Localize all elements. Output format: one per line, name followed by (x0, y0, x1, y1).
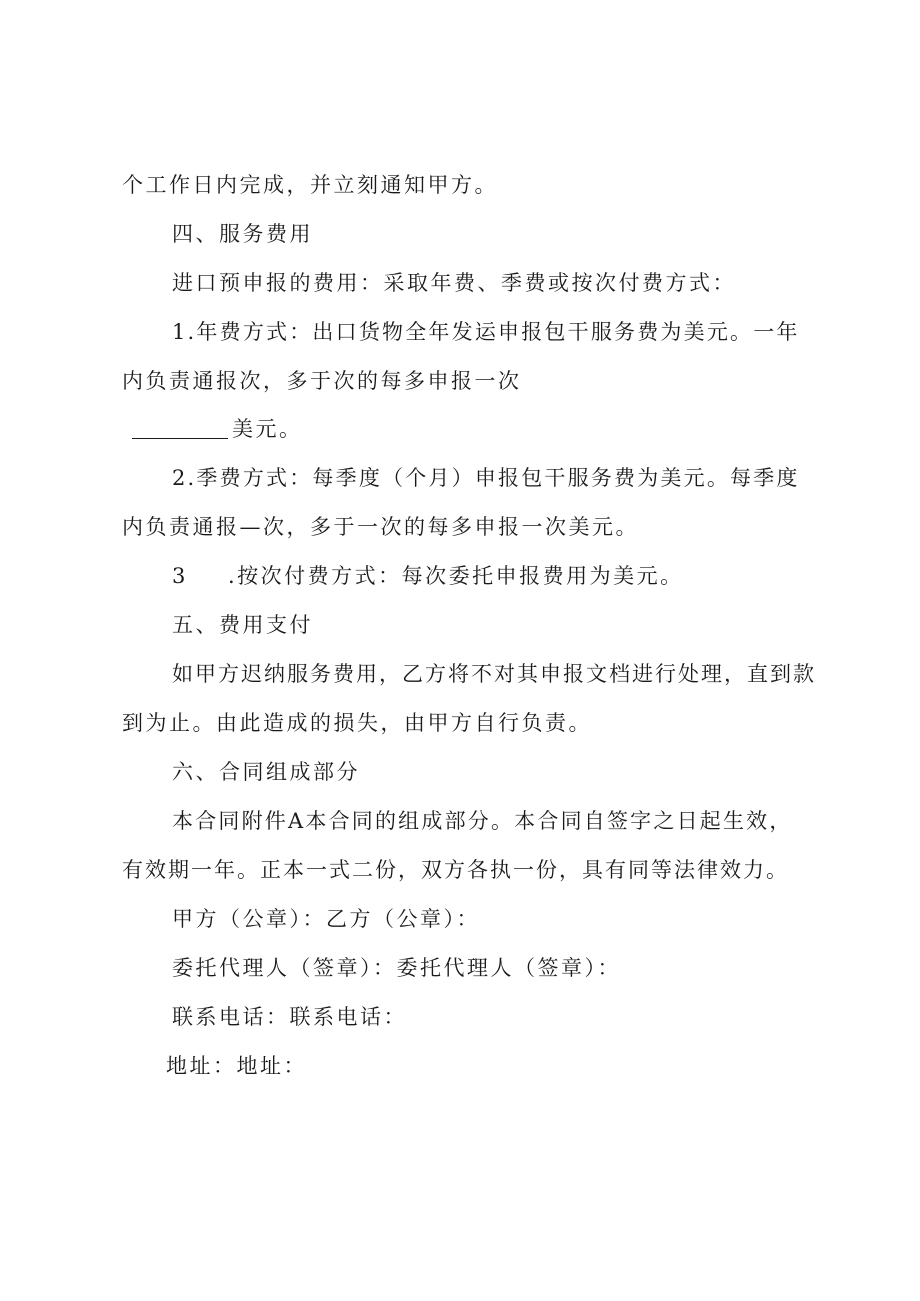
signature-line-seal: 甲方（公章）：乙方（公章）： (172, 907, 480, 931)
body-line: 本合同附件A本合同的组成部分。本合同自签字之日起生效， (172, 809, 793, 833)
body-line: 个工作日内完成，并立刻通知甲方。 (122, 173, 498, 197)
body-line: 内负责通报—次，多于一次的每多申报一次美元。 (122, 515, 639, 539)
signature-line-phone: 联系电话：联系电话： (172, 1005, 407, 1029)
body-line: 内负责通报次，多于次的每多申报一次 (122, 369, 522, 393)
body-line: 如甲方迟纳服务费用，乙方将不对其申报文档进行处理，直到款 (172, 662, 816, 686)
list-number: 3 (172, 564, 188, 588)
section-heading-contract-parts: 六、合同组成部分 (172, 760, 360, 784)
signature-line-agent: 委托代理人（签章）：委托代理人（签章）： (172, 956, 621, 980)
fill-in-blank (132, 438, 228, 439)
section-heading-service-fees: 四、服务费用 (172, 222, 313, 246)
body-line: 1.年费方式：出口货物全年发运申报包干服务费为美元。一年 (172, 320, 800, 344)
body-line: 到为止。由此造成的损失，由甲方自行负责。 (122, 711, 592, 735)
signature-line-address: 地址：地址： (166, 1054, 307, 1078)
body-line: 美元。 (232, 417, 303, 441)
body-line: 2.季费方式：每季度（个月）申报包干服务费为美元。每季度 (172, 466, 800, 490)
body-line: 有效期一年。正本一式二份，双方各执一份，具有同等法律效力。 (122, 858, 789, 882)
section-heading-fee-payment: 五、费用支付 (172, 613, 313, 637)
body-line: .按次付费方式：每次委托申报费用为美元。 (228, 564, 684, 588)
body-line: 进口预申报的费用：采取年费、季费或按次付费方式： (172, 271, 736, 295)
